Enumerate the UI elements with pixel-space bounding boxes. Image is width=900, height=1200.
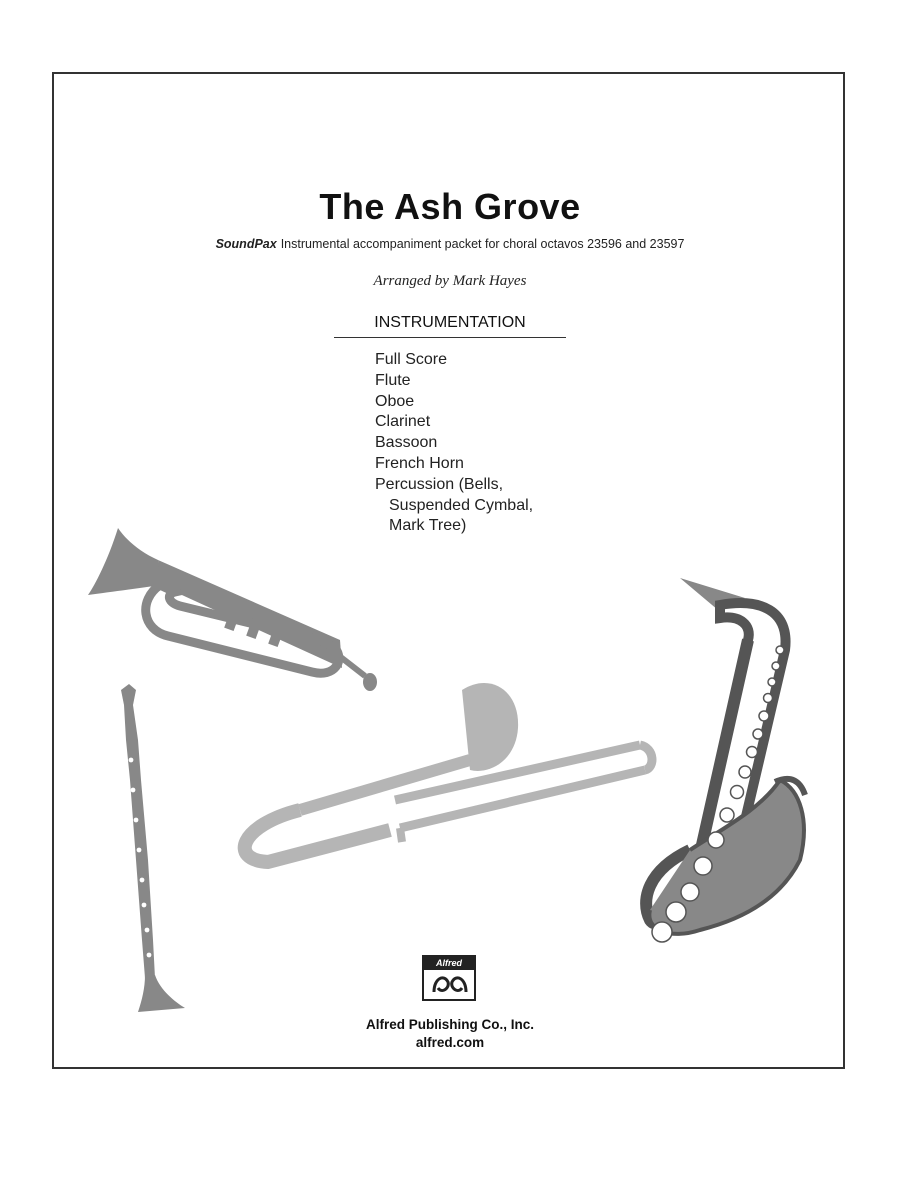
publisher-name: Alfred Publishing Co., Inc. [365, 1017, 534, 1032]
instrument-item: French Horn [375, 454, 464, 472]
instrument-item-continued: Suspended Cymbal, [389, 496, 534, 514]
page-title: The Ash Grove [319, 186, 581, 227]
clarinet-icon [121, 684, 185, 1012]
instrument-item: Bassoon [375, 434, 438, 452]
arranger-credit: Arranged by Mark Hayes [373, 273, 527, 289]
trombone-icon [245, 683, 652, 862]
instrument-item-continued: Mark Tree) [389, 517, 467, 535]
instrument-item: Percussion (Bells, [375, 475, 504, 493]
instrument-item: Clarinet [375, 413, 431, 431]
alfred-logo-icon [430, 972, 470, 998]
instrument-item: Oboe [375, 392, 415, 410]
alfred-logo-text: Alfred [424, 957, 474, 970]
saxophone-icon [646, 578, 805, 942]
soundpax-brand: SoundPax [215, 237, 277, 251]
alfred-logo [422, 955, 476, 1001]
subtitle-text: Instrumental accompaniment packet for choral octavos 23596 and 23597 [280, 237, 685, 251]
instrument-item: Flute [375, 371, 411, 389]
trumpet-icon [88, 528, 377, 691]
instrumentation-heading: INSTRUMENTATION [334, 314, 566, 338]
publisher-website: alfred.com [415, 1035, 485, 1050]
instrument-item: Full Score [375, 351, 448, 368]
